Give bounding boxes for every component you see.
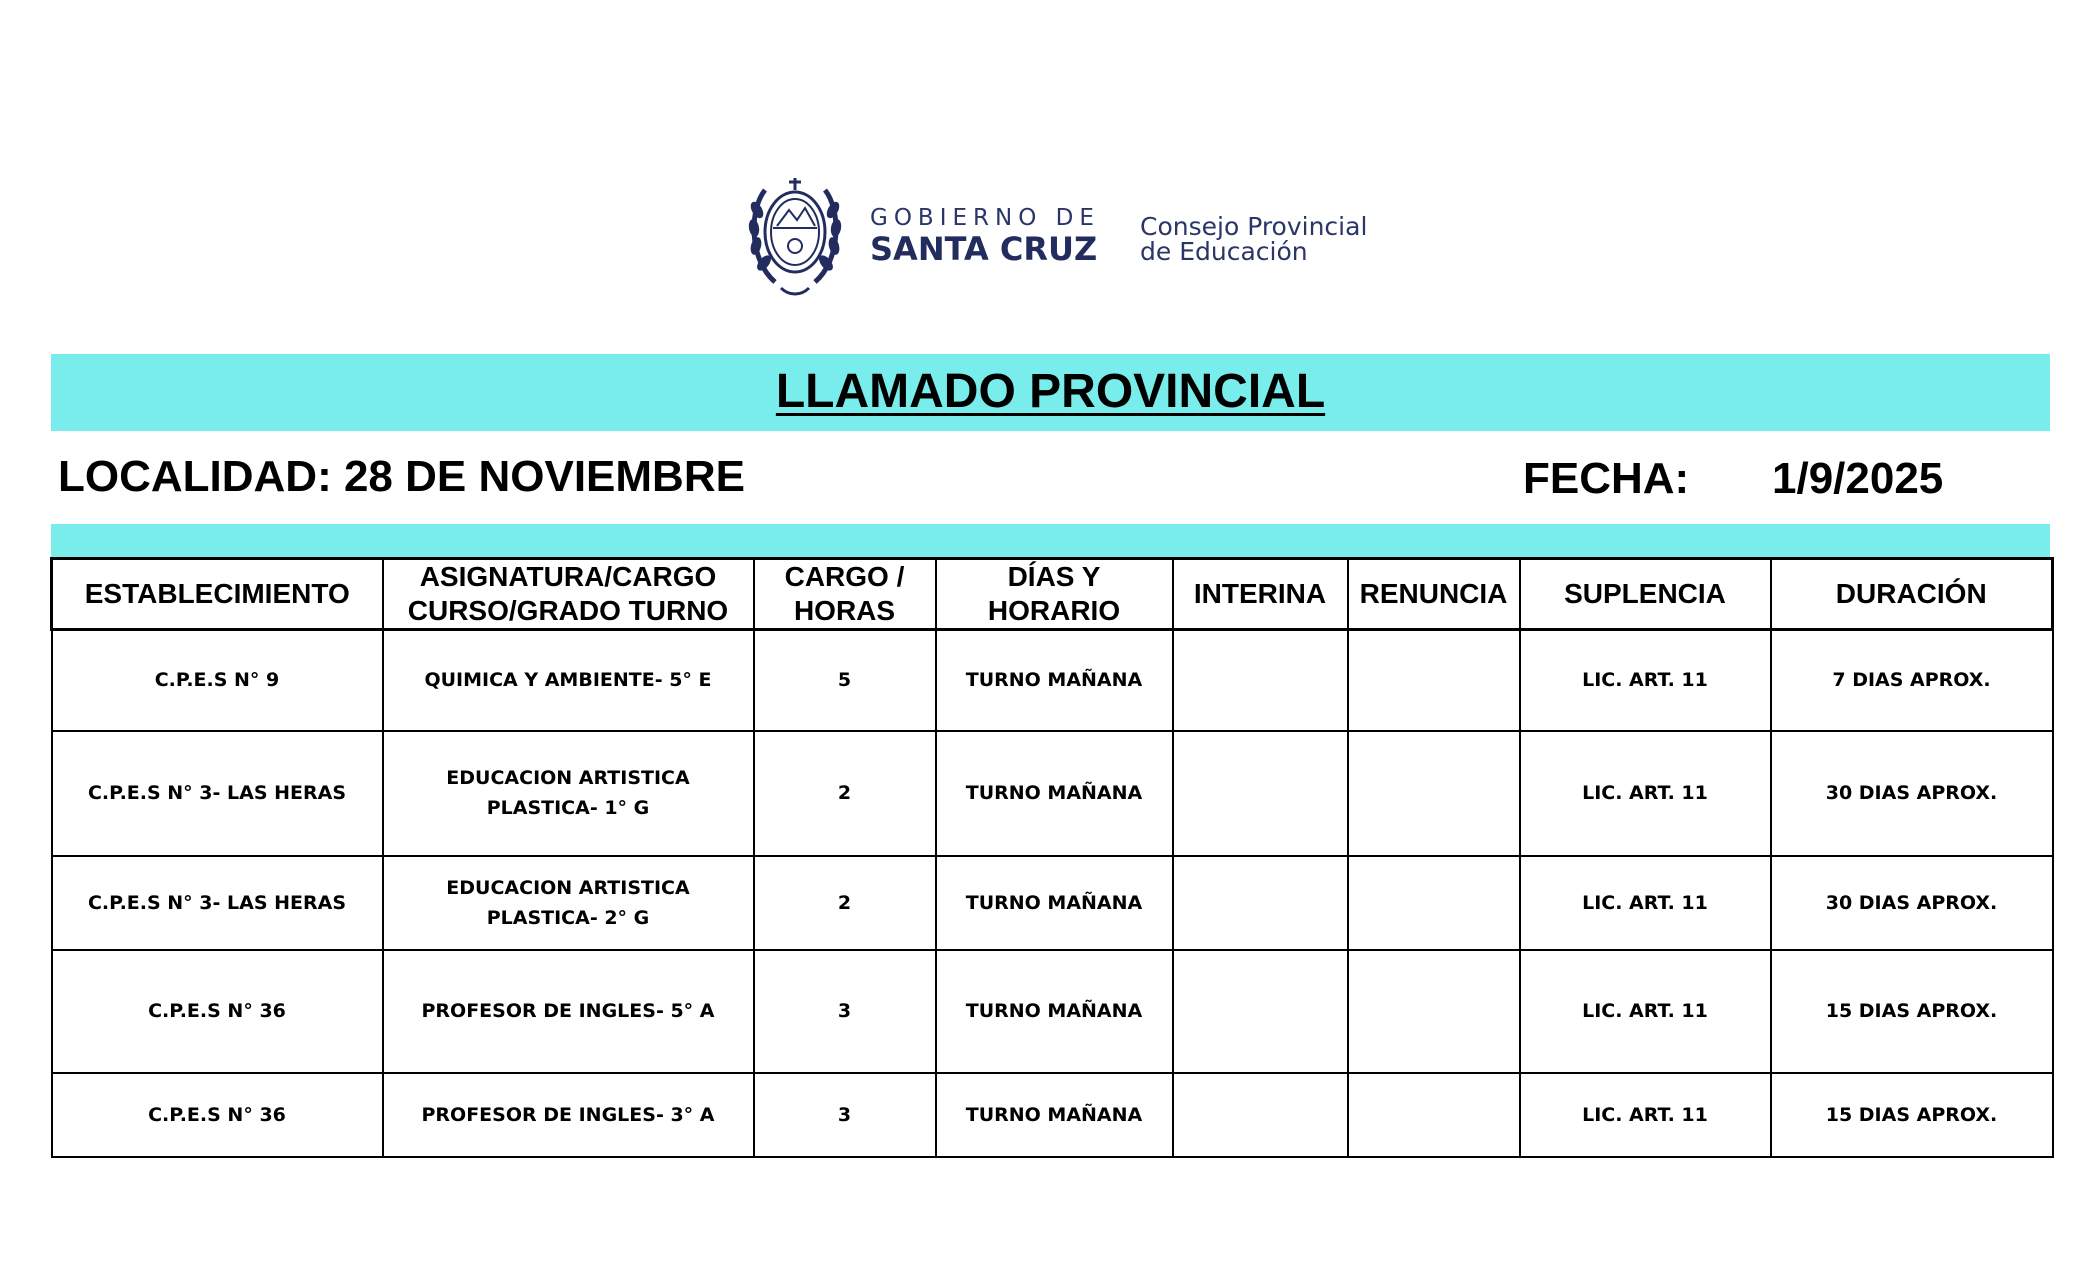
table-cell xyxy=(1348,1073,1520,1157)
col-header-renuncia: RENUNCIA xyxy=(1348,559,1520,630)
table-cell: C.P.E.S N° 36 xyxy=(52,950,383,1073)
table-cell: TURNO MAÑANA xyxy=(936,731,1173,856)
table-cell: 2 xyxy=(754,856,936,950)
brand-council-line1: Consejo Provincial xyxy=(1140,212,1368,241)
table-cell: EDUCACION ARTISTICA PLASTICA- 1° G xyxy=(383,731,754,856)
table-cell xyxy=(1348,731,1520,856)
table-cell: TURNO MAÑANA xyxy=(936,950,1173,1073)
table-row xyxy=(52,950,2053,1073)
provincial-seal-icon xyxy=(745,170,845,300)
table-cell: 30 DIAS APROX. xyxy=(1771,731,2053,856)
table-cell xyxy=(1173,856,1348,950)
table-cell: C.P.E.S N° 3- LAS HERAS xyxy=(52,731,383,856)
table-row xyxy=(52,630,2053,731)
col-header-interina: INTERINA xyxy=(1173,559,1348,630)
table-cell: 3 xyxy=(754,1073,936,1157)
col-header-suplencia: SUPLENCIA xyxy=(1520,559,1771,630)
fecha-value: 1/9/2025 xyxy=(1772,454,1944,503)
fecha-label: FECHA: xyxy=(1523,454,1690,503)
table-cell: LIC. ART. 11 xyxy=(1520,856,1771,950)
brand-province-name: SANTA CRUZ xyxy=(870,230,1098,268)
table-cell: TURNO MAÑANA xyxy=(936,856,1173,950)
localidad-label: LOCALIDAD: 28 DE NOVIEMBRE xyxy=(58,452,745,501)
table-cell: PROFESOR DE INGLES- 5° A xyxy=(383,950,754,1073)
table-cell xyxy=(1173,731,1348,856)
table-row xyxy=(52,1073,2053,1157)
table-cell: 5 xyxy=(754,630,936,731)
table-cell xyxy=(1173,950,1348,1073)
table-cell: C.P.E.S N° 9 xyxy=(52,630,383,731)
table-cell: PROFESOR DE INGLES- 3° A xyxy=(383,1073,754,1157)
table-row xyxy=(52,731,2053,856)
col-header-establecimiento: ESTABLECIMIENTO xyxy=(52,559,383,630)
brand-government-label: GOBIERNO DE xyxy=(870,205,1100,231)
table-cell xyxy=(1173,1073,1348,1157)
col-header-dias-horario: DÍAS Y HORARIO xyxy=(936,559,1173,630)
table-cell: C.P.E.S N° 3- LAS HERAS xyxy=(52,856,383,950)
table-cell xyxy=(1348,856,1520,950)
table-cell: LIC. ART. 11 xyxy=(1520,950,1771,1073)
page-title: LLAMADO PROVINCIAL xyxy=(775,365,1326,418)
positions-table xyxy=(50,557,2054,1158)
table-cell: LIC. ART. 11 xyxy=(1520,731,1771,856)
col-header-duracion: DURACIÓN xyxy=(1771,559,2053,630)
table-cell: 15 DIAS APROX. xyxy=(1771,950,2053,1073)
table-cell: 3 xyxy=(754,950,936,1073)
brand-council-line2: de Educación xyxy=(1140,237,1308,266)
table-header-row xyxy=(52,559,2053,630)
table-cell: 2 xyxy=(754,731,936,856)
table-cell: LIC. ART. 11 xyxy=(1520,1073,1771,1157)
table-cell: 15 DIAS APROX. xyxy=(1771,1073,2053,1157)
table-cell xyxy=(1348,950,1520,1073)
title-band xyxy=(51,354,2050,431)
table-cell: TURNO MAÑANA xyxy=(936,630,1173,731)
table-cell: 30 DIAS APROX. xyxy=(1771,856,2053,950)
table-cell: C.P.E.S N° 36 xyxy=(52,1073,383,1157)
table-cell xyxy=(1348,630,1520,731)
table-cell: QUIMICA Y AMBIENTE- 5° E xyxy=(383,630,754,731)
col-header-cargo-horas: CARGO / HORAS xyxy=(754,559,936,630)
header-band xyxy=(51,524,2050,557)
table-row xyxy=(52,856,2053,950)
col-header-asignatura: ASIGNATURA/CARGO CURSO/GRADO TURNO xyxy=(383,559,754,630)
table-cell: LIC. ART. 11 xyxy=(1520,630,1771,731)
table-cell xyxy=(1173,630,1348,731)
table-cell: TURNO MAÑANA xyxy=(936,1073,1173,1157)
table-cell: EDUCACION ARTISTICA PLASTICA- 2° G xyxy=(383,856,754,950)
table-cell: 7 DIAS APROX. xyxy=(1771,630,2053,731)
